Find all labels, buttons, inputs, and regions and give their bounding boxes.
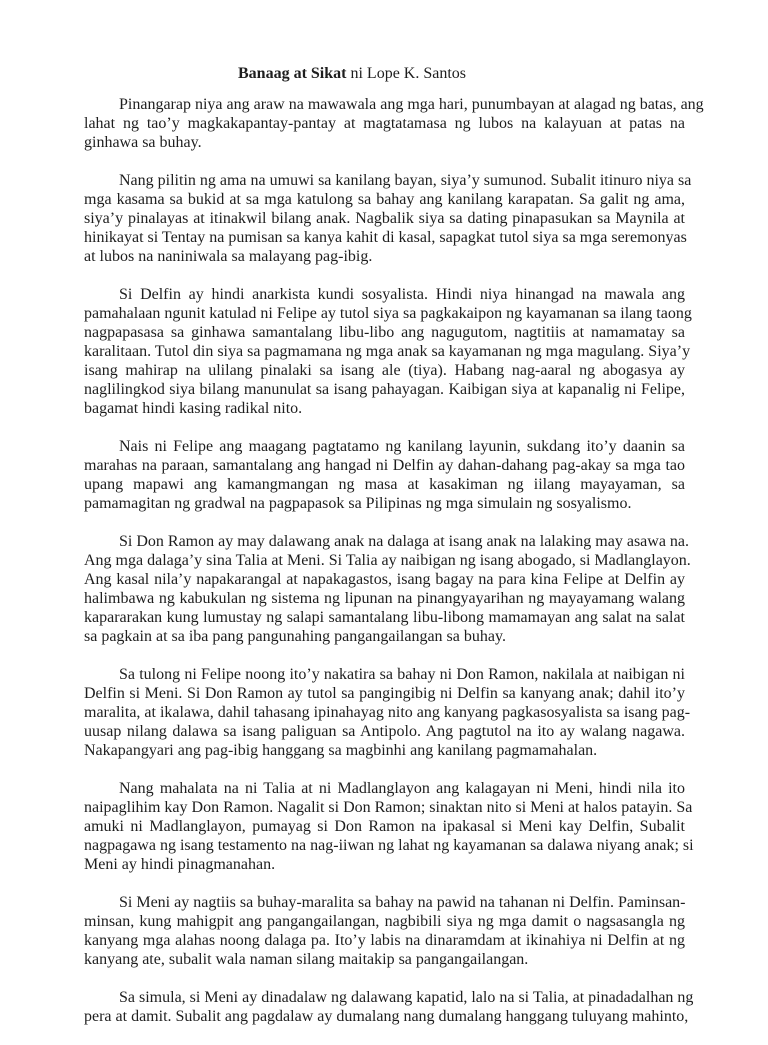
text-line: marahas na paraan, samantalang ang hangad ni Delfin ay dahan-dahang pag-akay sa mga tao [84, 457, 685, 474]
paragraph [84, 285, 692, 418]
text-line: Pinangarap niya ang araw na mawawala ang mga hari, punumbayan at alagad ng batas, ang [119, 96, 704, 113]
text-line: nagpagawa ng isang testamento na nag-iiwan ng lahat ng kayamanan sa dalawa niyang anak; si [84, 837, 694, 854]
paragraph [84, 437, 685, 513]
text-line: pamamagitan ng gradwal na pagpapasok sa Pilipinas ng mga simulain ng sosyalismo. [84, 495, 632, 512]
text-line: Meni ay hindi pinagmanahan. [84, 856, 276, 873]
text-line: sa pagkain at sa iba pang pangunahing pangangailangan sa buhay. [84, 628, 506, 645]
text-line: siya’y pinalayas at itinakwil bilang anak. Nagbalik siya sa dating pinapasukan sa Maynila at [84, 210, 685, 227]
text-line: pamahalaan ngunit katulad ni Felipe ay tutol siya sa pagkakaipon ng kayamanan sa ilang taong [84, 305, 692, 322]
text-line: Nang mahalata na ni Talia at ni Madlanglayon ang kalagayan ni Meni, hindi nila ito [119, 780, 685, 797]
text-line: maralita, at ikalawa, dahil tahasang ipinahayag nito ang kanyang pagkasosyalista sa isang pag- [84, 704, 691, 721]
title-book: Banaag at Sikat [238, 65, 347, 82]
text-line: kapararakan kung lumustay ng salapi samantalang libu-libong mamamayan ang salat na salat [84, 609, 685, 626]
paragraph [84, 95, 704, 152]
text-line: kanyang ate, subalit wala naman silang maitakip sa pangangailangan. [84, 951, 529, 968]
paragraph [84, 988, 694, 1026]
document-body [84, 95, 704, 1045]
text-line: nagpapasasa sa ginhawa samantalang libu-libo ang nagugutom, nagtitiis at namamatay sa [84, 324, 685, 341]
text-line: bagamat hindi kasing radikal nito. [84, 400, 303, 417]
text-line: Nais ni Felipe ang maagang pagtatamo ng kanilang layunin, sukdang ito’y daanin sa [119, 438, 685, 455]
text-line: Si Meni ay nagtiis sa buhay-maralita sa bahay na pawid na tahanan ni Delfin. Paminsan- [119, 894, 686, 911]
text-line: kanyang mga alahas noong dalaga pa. Ito’y labis na dinaramdam at ikinahiya ni Delfin at ng [84, 932, 685, 949]
text-line: isang mahirap na ulilang pinalaki sa isang ale (tiya). Habang nag-aaral ng abogasya ay [84, 362, 685, 379]
text-line: upang mapawi ang kamangmangan ng masa at kasakiman ng iilang mayayaman, sa [84, 476, 685, 493]
text-line: lahat ng tao’y magkakapantay-pantay at magtatamasa ng lubos na kalayuan at patas na [84, 115, 685, 132]
text-line: uusap nilang dalawa sa isang paliguan sa Antipolo. Ang pagtutol na ito ay walang nagawa. [84, 723, 685, 740]
paragraph [84, 893, 685, 969]
text-line: karalitaan. Tutol din siya sa pagmamana ng mga anak sa kayamanan ng mga magulang. Siya’y [84, 343, 691, 360]
text-line: minsan, kung mahigpit ang pangangailangan, nagbibili siya ng mga damit o nagsasangla ng [84, 913, 685, 930]
text-line: at lubos na naniniwala sa malayang pag-ibig. [84, 248, 373, 265]
text-line: ginhawa sa buhay. [84, 134, 202, 151]
text-line: Si Don Ramon ay may dalawang anak na dalaga at isang anak na lalaking may asawa na. [119, 533, 690, 550]
paragraph [84, 665, 691, 760]
paragraph [84, 779, 694, 874]
paragraph [84, 171, 692, 266]
text-line: Sa simula, si Meni ay dinadalaw ng dalawang kapatid, lalo na si Talia, at pinadadalhan ng [119, 989, 694, 1006]
text-line: naglilingkod siya bilang manunulat sa isang pahayagan. Kaibigan siya at kapanalig ni Felipe, [84, 381, 685, 398]
title-author: ni Lope K. Santos [346, 65, 467, 82]
text-line: hinikayat si Tentay na pumisan sa kanya kahit di kasal, sapagkat tutol siya sa mga seremonyas [84, 229, 687, 246]
text-line: amuki ni Madlanglayon, pumayag si Don Ramon na ipakasal si Meni kay Delfin, Subalit [84, 818, 685, 835]
text-line: Sa tulong ni Felipe noong ito’y nakatira sa bahay ni Don Ramon, nakilala at naibigan ni [119, 666, 685, 683]
text-line: Ang mga dalaga’y sina Talia at Meni. Si Talia ay naibigan ng isang abogado, si Madlanglayon. [84, 552, 691, 569]
text-line: halimbawa ng kabukulan ng sistema ng lipunan na pinangyayarihan ng mayayamang walang [84, 590, 685, 607]
paragraph [84, 532, 691, 646]
document-title [238, 64, 466, 84]
text-line: Nakapangyari ang pag-ibig hanggang sa magbinhi ang kanilang pagmamahalan. [84, 742, 598, 759]
text-line: Si Delfin ay hindi anarkista kundi sosyalista. Hindi niya hinangad na mawala ang [119, 286, 685, 303]
text-line: Nang pilitin ng ama na umuwi sa kanilang bayan, siya’y sumunod. Subalit itinuro niya sa [119, 172, 692, 189]
text-line: Ang kasal nila’y napakarangal at napakagastos, isang bagay na para kina Felipe at Delfin ay [84, 571, 685, 588]
text-line: naipaglihim kay Don Ramon. Nagalit si Don Ramon; sinaktan nito si Meni at halos patayin. Sa [84, 799, 693, 816]
text-line: Delfin si Meni. Si Don Ramon ay tutol sa pangingibig ni Delfin sa kanyang anak; dahil ito’y [84, 685, 685, 702]
text-line: mga kasama sa bukid at sa mga katulong sa bahay ang kanilang karapatan. Sa galit ng ama, [84, 191, 685, 208]
text-line: pera at damit. Subalit ang pagdalaw ay dumalang nang dumalang hanggang tuluyang mahinto, [84, 1008, 689, 1025]
